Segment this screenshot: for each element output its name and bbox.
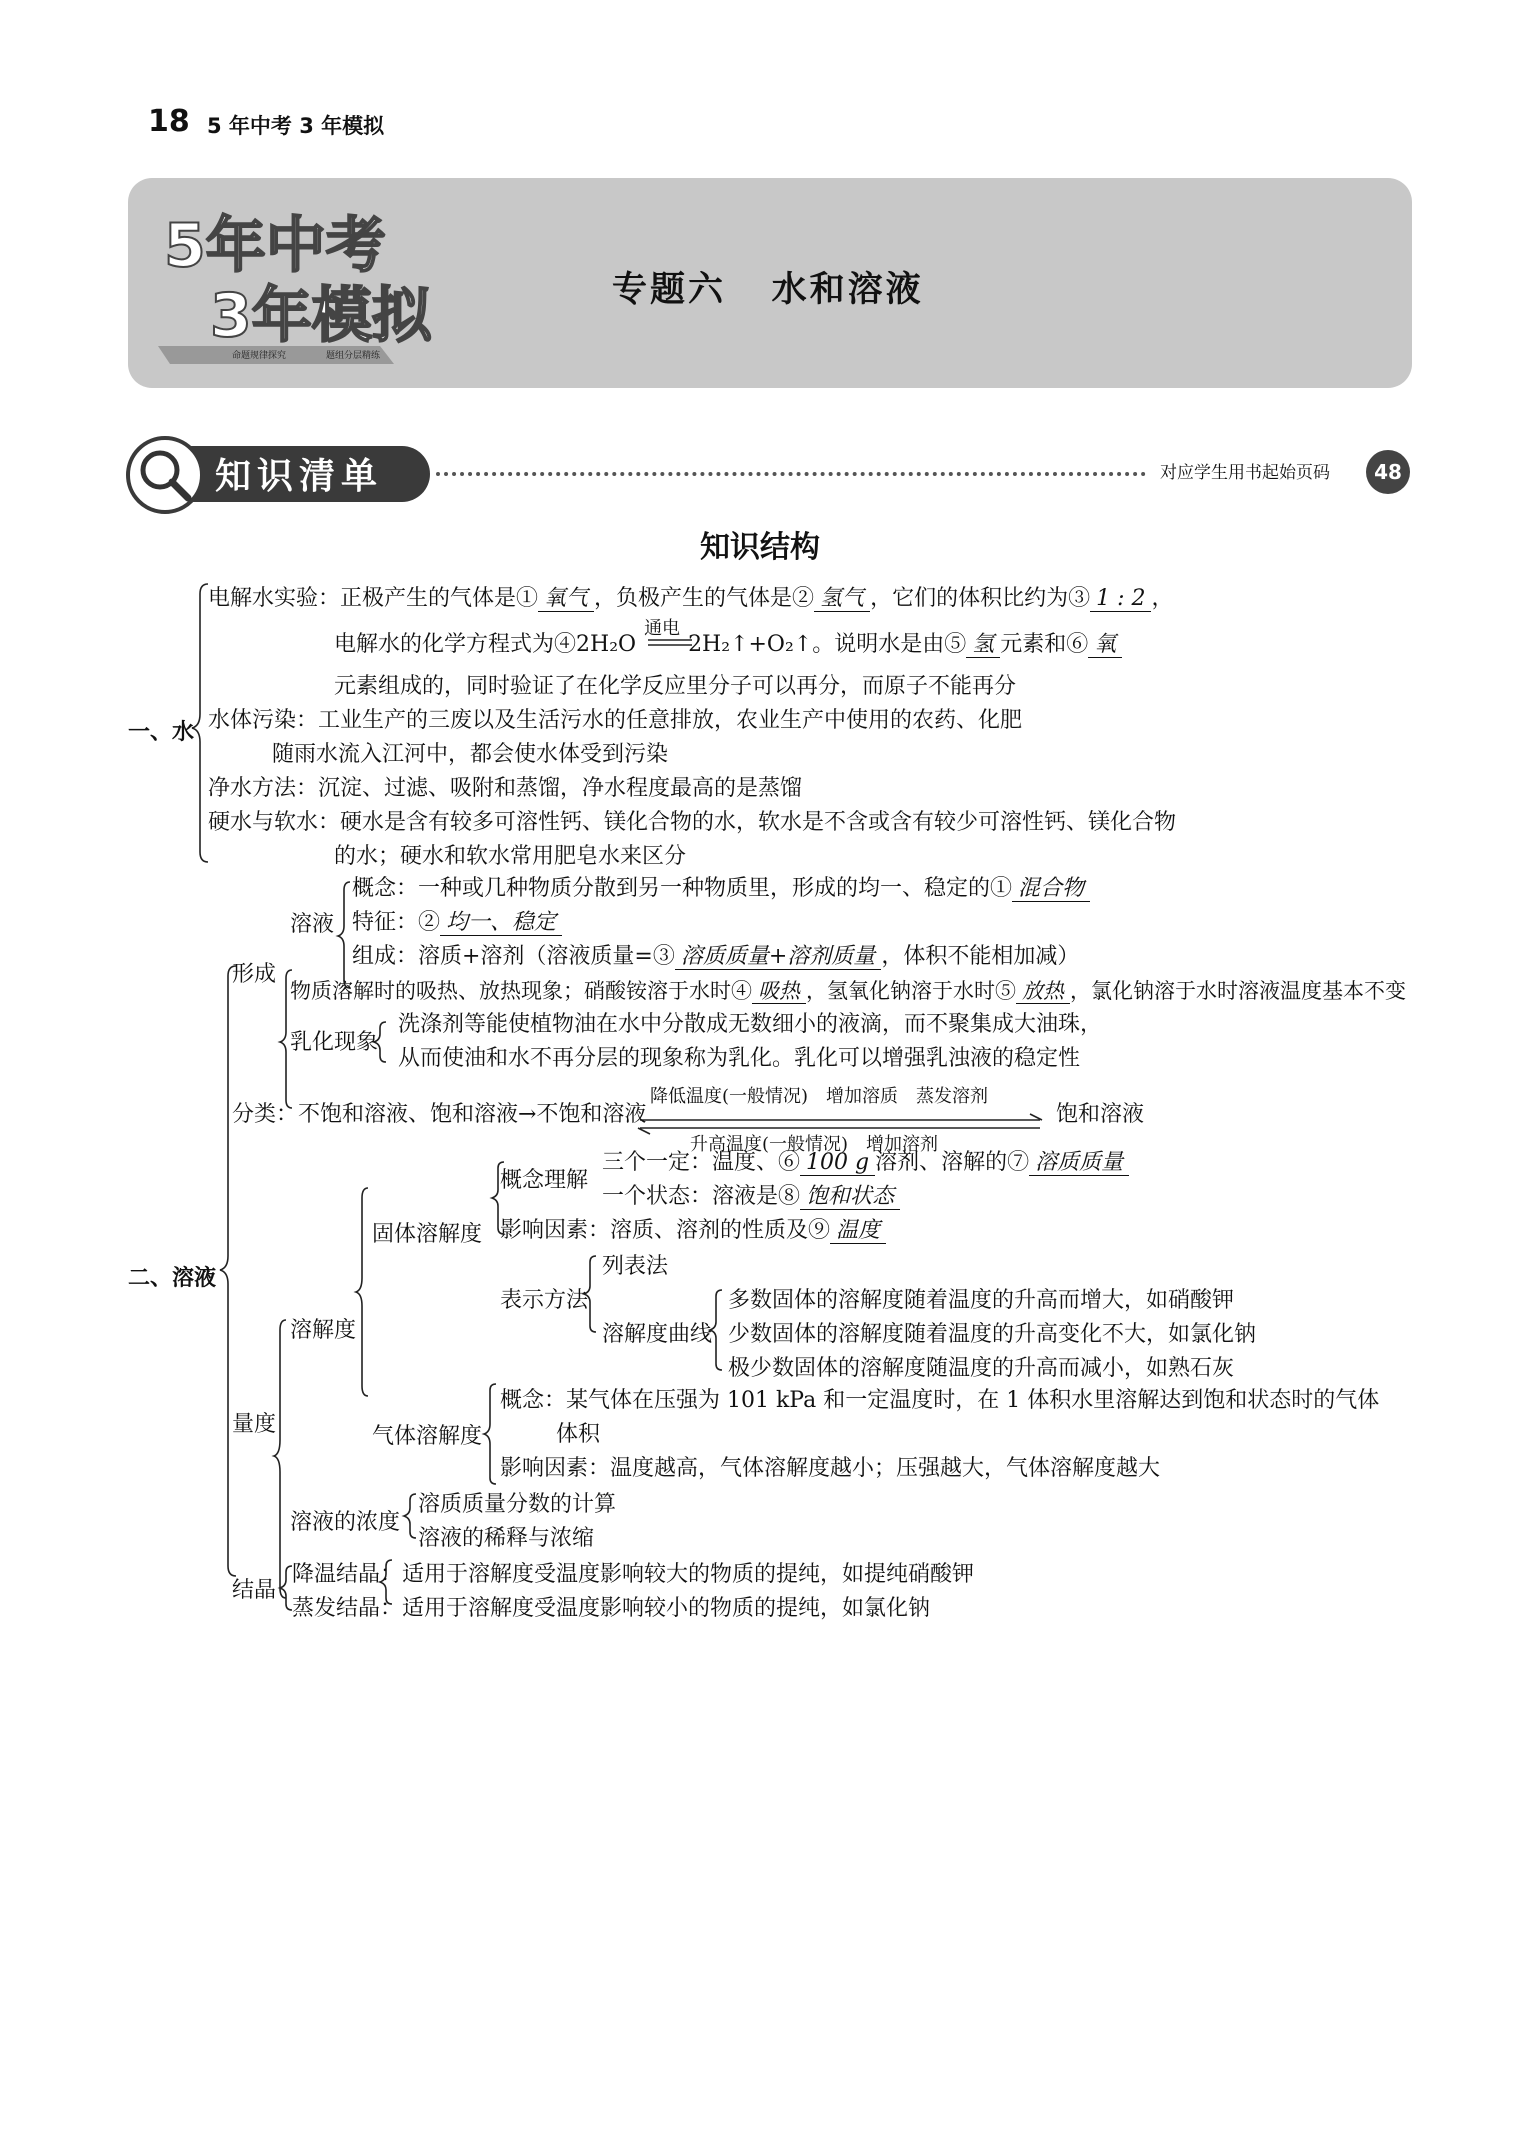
answer-6: 氧: [1088, 633, 1122, 658]
solubility-curve-label: 溶解度曲线: [602, 1322, 713, 1347]
concentration-label: 溶液的浓度: [290, 1510, 401, 1535]
logo-tag-2: 题组分层精练: [326, 351, 381, 361]
electrolysis-text-d: ，: [1151, 586, 1174, 611]
one-state-line: [602, 1182, 900, 1212]
factor-text: 影响因素：溶质、溶剂的性质及⑨: [500, 1218, 831, 1243]
measure-label: 量度: [232, 1412, 277, 1437]
concentration-line-1: 溶质质量分数的计算: [418, 1492, 617, 1517]
composition-text-a: 组成：溶质+溶剂（溶液质量=③: [352, 944, 675, 969]
equation-text-b: 。说明水是由⑤: [812, 632, 967, 657]
electrolysis-text-a: 电解水实验：正极产生的气体是①: [208, 586, 539, 611]
knowledge-list-title: 知识清单: [215, 456, 384, 497]
concentration-line-2: 溶液的稀释与浓缩: [418, 1526, 595, 1551]
logo-line1: 5年中考: [164, 211, 386, 281]
answer-s6: 100 g: [800, 1151, 875, 1176]
answer-s9: 温度: [830, 1219, 886, 1244]
table-method: 列表法: [602, 1254, 669, 1279]
page-number: 18: [148, 104, 190, 139]
factor-line: [500, 1216, 886, 1246]
composition-line: [352, 942, 1079, 972]
feature-text: 特征：②: [352, 910, 441, 935]
classification-arrow-top: 降低温度(一般情况) 增加溶质 蒸发溶剂: [650, 1086, 989, 1107]
saturated-label: 饱和溶液: [1056, 1102, 1145, 1127]
emulsion-line-2: 从而使油和水不再分层的现象称为乳化。乳化可以增强乳浊液的稳定性: [398, 1046, 1081, 1071]
topic-number: 专题六: [612, 270, 727, 310]
concept-understanding-label: 概念理解: [500, 1168, 589, 1193]
answer-s3: 溶质质量+溶剂质量: [675, 945, 881, 970]
answer-s7: 溶质质量: [1029, 1151, 1129, 1176]
heat-text-c: ，氯化钠溶于水时溶液温度基本不变: [1070, 979, 1406, 1003]
heat-line: [290, 976, 1406, 1006]
three-fixed-text-a: 三个一定：温度、⑥: [602, 1150, 801, 1175]
equation-lhs: 2H₂O: [576, 632, 637, 657]
equation-condition: 通电: [644, 618, 681, 639]
solution-label: 二、溶液: [128, 1266, 217, 1291]
equation-text-a: 电解水的化学方程式为④: [334, 632, 577, 657]
answer-1: 氧气: [538, 587, 594, 612]
concept-text: 概念：一种或几种物质分散到另一种物质里，形成的均一、稳定的①: [352, 876, 1013, 901]
start-page-label: 对应学生用书起始页码: [1160, 463, 1330, 483]
heat-text-b: ，氢氧化钠溶于水时⑤: [806, 979, 1016, 1003]
one-state-text: 一个状态：溶液是⑧: [602, 1184, 801, 1209]
answer-3: 1 : 2: [1090, 587, 1151, 612]
gas-solubility-label: 气体溶解度: [372, 1424, 483, 1449]
equation-text-c: 元素和⑥: [1000, 632, 1089, 657]
curve-line-2: 少数固体的溶解度随着温度的升高变化不大，如氯化钠: [728, 1322, 1257, 1347]
pollution-line-2: 随雨水流入江河中，都会使水体受到污染: [272, 742, 669, 767]
crystal-label: 结晶: [232, 1578, 277, 1603]
logo-line2: 3年模拟: [210, 281, 432, 351]
electrolysis-text-b: ，负极产生的气体是②: [594, 586, 815, 611]
formation-label: 形成: [232, 962, 277, 987]
elements-line: 元素组成的，同时验证了在化学反应里分子可以再分，而原子不能再分: [334, 674, 1017, 699]
answer-s4: 吸热: [752, 979, 806, 1004]
equation-line: [334, 618, 1122, 660]
start-page-number: 48: [1366, 450, 1410, 494]
gas-concept-line: 概念：某气体在压强为 101 kPa 和一定温度时，在 1 体积水里溶解达到饱和状态时的气体: [500, 1388, 1380, 1413]
emulsion-line-1: 洗涤剂等能使植物油在水中分散成无数细小的液滴，而不聚集成大油珠，: [398, 1012, 1103, 1037]
three-fixed-line: [602, 1148, 1129, 1178]
electrolysis-line: [208, 584, 1174, 614]
crystal-line-1: 降温结晶：适用于溶解度受温度影响较大的物质的提纯，如提纯硝酸钾: [292, 1562, 975, 1587]
equation-rhs: 2H₂↑+O₂↑: [688, 632, 813, 657]
answer-2: 氢气: [814, 587, 870, 612]
feature-line: [352, 908, 562, 938]
curve-line-1: 多数固体的溶解度随着温度的升高而增大，如硝酸钾: [728, 1288, 1235, 1313]
composition-text-b: ，体积不能相加减）: [881, 944, 1080, 969]
gas-concept-line-2: 体积: [556, 1422, 601, 1447]
book-title: 5 年中考 3 年模拟: [207, 114, 385, 138]
pollution-line: 水体污染：工业生产的三废以及生活污水的任意排放，农业生产中使用的农药、化肥: [208, 708, 1023, 733]
water-label: 一、水: [128, 720, 195, 745]
solution-sub-label: 溶液: [290, 912, 335, 937]
solubility-label: 溶解度: [290, 1318, 357, 1343]
heat-text-a: 物质溶解时的吸热、放热现象；硝酸铵溶于水时④: [290, 979, 752, 1003]
section-title: 知识结构: [700, 530, 820, 565]
crystal-line-2: 蒸发结晶：适用于溶解度受温度影响较小的物质的提纯，如氯化钠: [292, 1596, 931, 1621]
electrolysis-text-c: ，它们的体积比约为③: [870, 586, 1091, 611]
logo-tag-1: 命题规律探究: [232, 351, 287, 361]
three-fixed-text-b: 溶剂、溶解的⑦: [875, 1150, 1030, 1175]
gas-factor-line: 影响因素：温度越高，气体溶解度越小；压强越大，气体溶解度越大: [500, 1456, 1161, 1481]
answer-5: 氢: [966, 633, 1000, 658]
express-method-label: 表示方法: [500, 1288, 589, 1313]
answer-s2: 均一、稳定: [440, 911, 562, 936]
curve-line-3: 极少数固体的溶解度随温度的升高而减小，如熟石灰: [728, 1356, 1235, 1381]
concept-line: [352, 874, 1090, 904]
answer-s5: 放热: [1016, 979, 1070, 1004]
emulsion-label: 乳化现象: [290, 1030, 379, 1055]
classification-arrow-bottom: 升高温度(一般情况) 增加溶剂: [690, 1134, 939, 1155]
topic-title: 水和溶液: [771, 270, 924, 310]
hard-water-line: 硬水与软水：硬水是含有较多可溶性钙、镁化合物的水，软水是不含或含有较少可溶性钙、镁化合物: [208, 810, 1177, 835]
answer-s1: 混合物: [1012, 877, 1090, 902]
classification-line: 分类：不饱和溶液、饱和溶液→不饱和溶液: [232, 1102, 647, 1127]
hard-water-line-2: 的水；硬水和软水常用肥皂水来区分: [334, 844, 687, 869]
solid-solubility-label: 固体溶解度: [372, 1222, 483, 1247]
answer-s8: 饱和状态: [800, 1185, 900, 1210]
purification-line: 净水方法：沉淀、过滤、吸附和蒸馏，净水程度最高的是蒸馏: [208, 776, 803, 801]
